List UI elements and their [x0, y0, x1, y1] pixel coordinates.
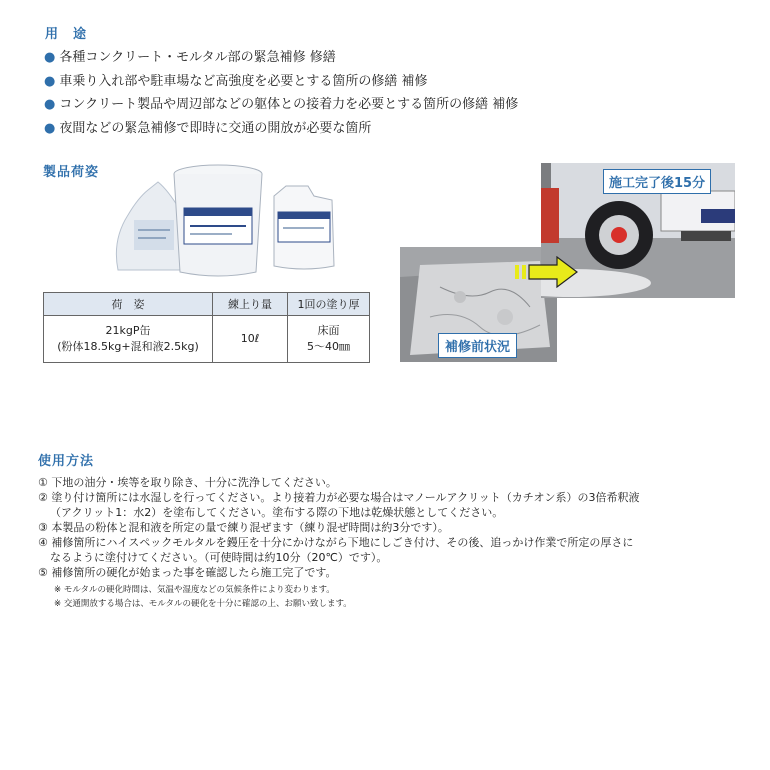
arrow-right-icon: [515, 256, 579, 288]
step-item-continuation: なるように塗付けてください。（可使時間は約10分（20℃）です）。: [50, 551, 388, 564]
use-item-text: 車乗り入れ部や駐車場など高強度を必要とする箇所の修繕 補修: [59, 73, 428, 89]
step-item-continuation: （アクリット1：水2）を塗布してください。塗布する際の下地は乾燥状態としてください。: [50, 506, 504, 519]
package-line2: (粉体18.5kg+混和液2.5kg): [57, 340, 199, 353]
step-item: ⑤ 補修箇所の硬化が始まった事を確認したら施工完了です。: [38, 566, 337, 579]
use-item-text: 各種コンクリート・モルタル部の緊急補修 修繕: [59, 50, 336, 65]
use-item-text: 夜間などの緊急補修で即時に交通の開放が必要な箇所: [59, 120, 372, 136]
table-header: 荷 姿: [44, 293, 213, 316]
product-package-image: [108, 160, 338, 280]
list-item: [44, 70, 724, 94]
thickness-line1: 床面: [317, 324, 340, 337]
table-cell: [288, 316, 370, 363]
after-label: 施工完了後15分: [603, 169, 711, 194]
table-cell: 10ℓ: [213, 316, 288, 363]
note-text: ※ 交通開放する場合は、モルタルの硬化を十分に確認の上、お願い致します。: [54, 599, 352, 609]
step-item: ③ 本製品の粉体と混和液を所定の量で練り混ぜます（練り混ぜ時間は約3分です）。: [38, 521, 449, 534]
method-steps: [38, 475, 738, 611]
list-item: [44, 46, 724, 70]
use-item-text: コンクリート製品や周辺部などの躯体との接着力を必要とする箇所の修繕 補修: [59, 97, 519, 112]
list-item: [44, 93, 724, 117]
spec-table: [43, 292, 370, 363]
uses-heading: 用 途: [45, 27, 88, 42]
bullet-icon: ●: [44, 120, 56, 136]
step-item: ② 塗り付け箇所には水湿しを行ってください。より接着力が必要な場合はマノールアクリット（カチオン系）の3倍希釈液: [38, 491, 640, 504]
step-item: ④ 補修箇所にハイスペックモルタルを鏝圧を十分にかけながら下地にしごき付け、その後、追っかけ作業で所定の厚さに: [38, 536, 634, 549]
bullet-icon: ●: [44, 50, 56, 65]
list-item: [44, 117, 724, 141]
thickness-line2: 5〜40㎜: [307, 340, 350, 353]
package-line1: 21kgP缶: [105, 324, 151, 337]
method-heading: 使用方法: [38, 454, 95, 469]
before-label: 補修前状況: [438, 333, 517, 358]
table-header: 1回の塗り厚: [288, 293, 370, 316]
table-cell: [44, 316, 213, 363]
bullet-icon: ●: [44, 73, 56, 89]
step-item: ① 下地の油分・埃等を取り除き、十分に洗浄してください。: [38, 476, 337, 489]
table-row: [44, 316, 370, 363]
note-text: ※ モルタルの硬化時間は、気温や湿度などの気候条件により変わります。: [54, 585, 335, 595]
bullet-icon: ●: [44, 97, 56, 112]
uses-list: [44, 46, 724, 140]
product-heading: 製品荷姿: [43, 165, 100, 180]
table-header-row: [44, 293, 370, 316]
table-header: 練上り量: [213, 293, 288, 316]
